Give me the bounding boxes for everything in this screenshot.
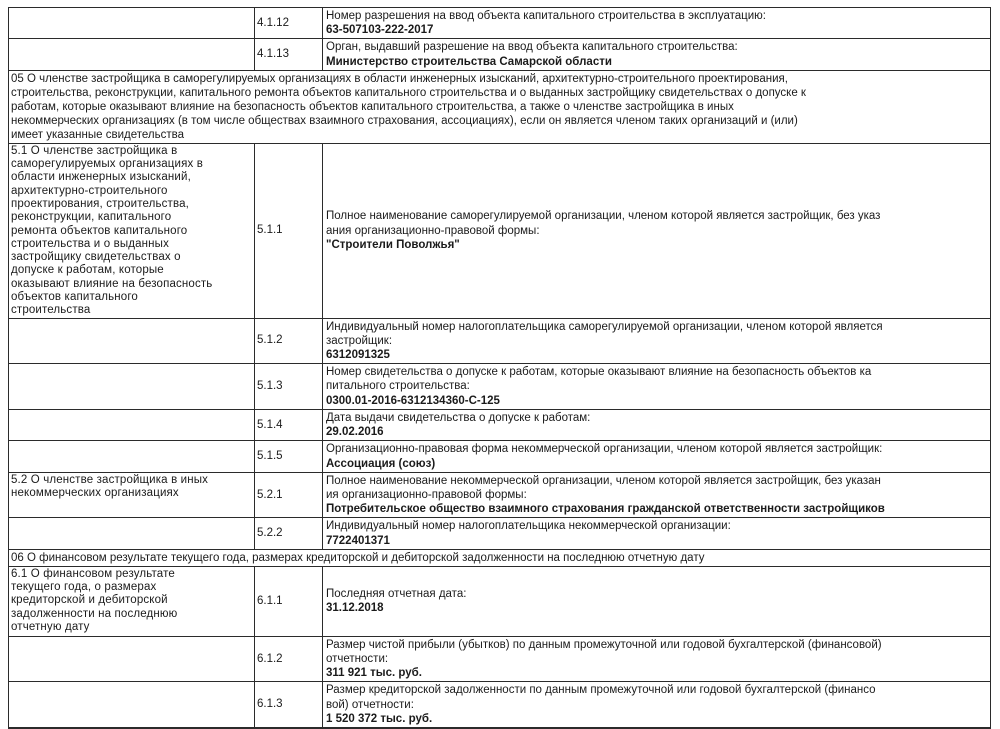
row-number: 4.1.12 bbox=[255, 8, 323, 39]
description-cell-5-2: 5.2 О членстве застройщика в иных некоммерческих организациях bbox=[9, 472, 255, 518]
description-cell-empty bbox=[9, 518, 255, 549]
field-label: Дата выдачи свидетельства о допуске к работам: bbox=[326, 411, 591, 424]
row-number: 5.2.1 bbox=[255, 472, 323, 518]
table-row bbox=[9, 636, 991, 682]
field-value: 0300.01-2016-6312134360-С-125 bbox=[326, 394, 500, 407]
content-cell bbox=[323, 39, 991, 70]
field-value: "Строители Поволжья" bbox=[326, 238, 460, 251]
description-cell-empty bbox=[9, 409, 255, 440]
table-row bbox=[9, 318, 991, 364]
field-label: Номер свидетельства о допуске к работам, которые оказывают влияние на безопасность объектов ка питального строительства: bbox=[326, 366, 872, 393]
content-cell bbox=[323, 636, 991, 682]
field-label: Размер кредиторской задолженности по данным промежуточной или годовой бухгалтерской (финансо вой) отчетности: bbox=[326, 684, 876, 711]
field-value: 29.02.2016 bbox=[326, 426, 384, 439]
table-row bbox=[9, 8, 991, 39]
table-row bbox=[9, 364, 991, 410]
table-row-section bbox=[9, 549, 991, 566]
content-cell bbox=[323, 566, 991, 636]
field-value: 1 520 372 тыс. руб. bbox=[326, 712, 433, 725]
row-number: 6.1.2 bbox=[255, 636, 323, 682]
description-cell-empty bbox=[9, 364, 255, 410]
table-row bbox=[9, 682, 991, 728]
description-cell-empty bbox=[9, 39, 255, 70]
field-label: Организационно-правовая форма некоммерческой организации, членом которой является застройщик: bbox=[326, 443, 883, 456]
field-label: Номер разрешения на ввод объекта капитального строительства в эксплуатацию: bbox=[326, 10, 766, 22]
field-label: Полное наименование некоммерческой организации, членом которой является застройщик, без указан ия организационно-правовой формы: bbox=[326, 474, 881, 501]
field-label: Последняя отчетная дата: bbox=[326, 588, 467, 601]
row-number: 5.1.5 bbox=[255, 441, 323, 472]
description-cell-empty bbox=[9, 318, 255, 364]
field-label: Орган, выдавший разрешение на ввод объекта капитального строительства: bbox=[326, 41, 738, 54]
table-row-section bbox=[9, 70, 991, 143]
table-row bbox=[9, 566, 991, 636]
table-row bbox=[9, 409, 991, 440]
row-number: 6.1.1 bbox=[255, 566, 323, 636]
field-label: Индивидуальный номер налогоплательщика саморегулируемой организации, членом которой является застройщик: bbox=[326, 320, 883, 347]
field-label: Размер чистой прибыли (убытков) по данным промежуточной или годовой бухгалтерской (финансовой) отчетности: bbox=[326, 638, 882, 665]
description-cell-5-1: 5.1 О членстве застройщика в саморегулируемых организациях в области инженерных изысканий, архитектурно-строительного проектирования, строительства, реконструкции, капитального ремонта объектов капитального строительства и о выданных застройщику свидетельствах о допуске к работам, которые оказывают влияние на безопасность объектов капитального строительства bbox=[9, 143, 255, 318]
content-cell bbox=[323, 682, 991, 728]
row-number: 5.2.2 bbox=[255, 518, 323, 549]
field-value: 63-507103-222-2017 bbox=[326, 24, 434, 37]
table-row bbox=[9, 518, 991, 549]
description-cell-empty bbox=[9, 8, 255, 39]
description-cell-empty bbox=[9, 441, 255, 472]
table-row bbox=[9, 39, 991, 70]
content-cell bbox=[323, 143, 991, 318]
description-cell-empty bbox=[9, 682, 255, 728]
section-header-05: 05 О членстве застройщика в саморегулируемых организациях в области инженерных изысканий, архитектурно-строительного проектирования, строительства, реконструкции, капитального ремонта объектов капитального строительства и о выданных застройщику свидетельствах о допуске к работам, которые оказывают влияние на безопасность объектов капитального строительства, а также о членстве застройщика в иных некоммерческих организациях (в том числе обществах взаимного страхования, ассоциациях), если он является членом таких организаций и (или) имеет указанные свидетельства bbox=[9, 70, 991, 143]
content-cell bbox=[323, 8, 991, 39]
table-row bbox=[9, 441, 991, 472]
field-label: Индивидуальный номер налогоплательщика некоммерческой организации: bbox=[326, 520, 731, 533]
row-number: 5.1.1 bbox=[255, 143, 323, 318]
field-value: 6312091325 bbox=[326, 349, 390, 362]
row-number: 5.1.3 bbox=[255, 364, 323, 410]
content-cell bbox=[323, 472, 991, 518]
description-cell-empty bbox=[9, 636, 255, 682]
section-header-06: 06 О финансовом результате текущего года, размерах кредиторской и дебиторской задолженности на последнюю отчетную дату bbox=[9, 549, 991, 566]
field-value: 31.12.2018 bbox=[326, 602, 384, 615]
content-cell bbox=[323, 318, 991, 364]
field-value: Потребительское общество взаимного страхования гражданской ответственности застройщиков bbox=[326, 503, 885, 516]
field-value: 311 921 тыс. руб. bbox=[326, 667, 422, 680]
row-number: 5.1.4 bbox=[255, 409, 323, 440]
content-cell bbox=[323, 409, 991, 440]
field-value: Ассоциация (союз) bbox=[326, 457, 436, 470]
table-row bbox=[9, 472, 991, 518]
field-value: Министерство строительства Самарской области bbox=[326, 55, 612, 68]
content-cell bbox=[323, 518, 991, 549]
table-row bbox=[9, 143, 991, 318]
field-value: 7722401371 bbox=[326, 534, 390, 547]
row-number: 6.1.3 bbox=[255, 682, 323, 728]
row-number: 5.1.2 bbox=[255, 318, 323, 364]
content-cell bbox=[323, 364, 991, 410]
field-label: Полное наименование саморегулируемой организации, членом которой является застройщик, без указ ания организационно-правовой формы: bbox=[326, 210, 881, 237]
description-cell-6-1: 6.1 О финансовом результате текущего года, о размерах кредиторской и дебиторской задолженности на последнюю отчетную дату bbox=[9, 566, 255, 636]
content-cell bbox=[323, 441, 991, 472]
declaration-table bbox=[8, 7, 991, 729]
row-number: 4.1.13 bbox=[255, 39, 323, 70]
